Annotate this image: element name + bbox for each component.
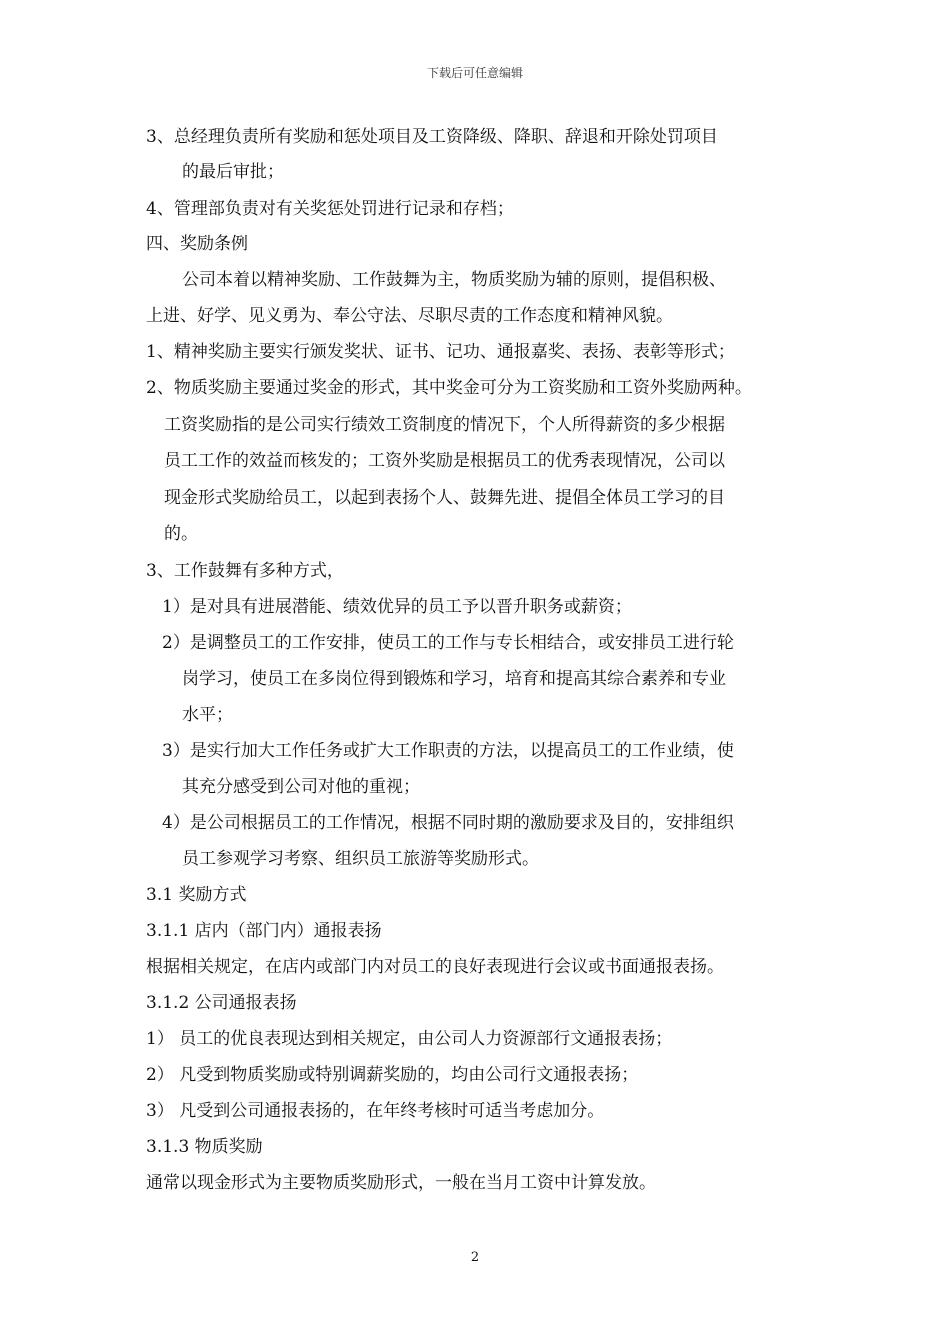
section-4-heading: 四、奖励条例 bbox=[146, 234, 248, 254]
item-1-spiritual-reward: 1、精神奖励主要实行颁发奖状、证书、记功、通报嘉奖、表扬、表彰等形式； bbox=[146, 342, 735, 362]
sub-item-3: 3）是实行加大工作任务或扩大工作职责的方法，以提高员工的工作业绩，使 bbox=[162, 741, 734, 761]
clause-3-approval-cont: 的最后审批； bbox=[182, 162, 284, 182]
sub-item-4: 4）是公司根据员工的工作情况，根据不同时期的激励要求及目的，安排组织 bbox=[162, 813, 734, 833]
item-2-material-reward-cont-1: 工资奖励指的是公司实行绩效工资制度的情况下，个人所得薪资的多少根据 bbox=[164, 415, 725, 435]
section-3-1-2-item-3: 3） 凡受到公司通报表扬的，在年终考核时可适当考虑加分。 bbox=[146, 1101, 605, 1121]
sub-item-3-cont: 其充分感受到公司对他的重视； bbox=[182, 777, 420, 797]
item-2-material-reward-cont-2: 员工工作的效益而核发的；工资外奖励是根据员工的优秀表现情况，公司以 bbox=[164, 451, 725, 471]
item-3-encouragement: 3、工作鼓舞有多种方式， bbox=[146, 561, 344, 581]
intro-paragraph-cont: 上进、好学、见义勇为、奉公守法、尽职尽责的工作态度和精神风貌。 bbox=[146, 306, 673, 326]
sub-item-2-cont-1: 岗学习，使员工在多岗位得到锻炼和学习，培育和提高其综合素养和专业 bbox=[182, 669, 726, 689]
section-3-1-1-heading: 3.1.1 店内（部门内）通报表扬 bbox=[146, 921, 382, 941]
page-header: 下载后可任意编辑 bbox=[426, 66, 523, 80]
sub-item-1: 1）是对具有进展潜能、绩效优异的员工予以晋升职务或薪资； bbox=[162, 597, 632, 617]
section-3-1-2-item-1: 1） 员工的优良表现达到相关规定，由公司人力资源部行文通报表扬； bbox=[146, 1029, 673, 1049]
section-3-1-2-item-2: 2） 凡受到物质奖励或特别调薪奖励的，均由公司行文通报表扬； bbox=[146, 1065, 639, 1085]
item-2-material-reward-cont-3: 现金形式奖励给员工，以起到表扬个人、鼓舞先进、提倡全体员工学习的目 bbox=[164, 488, 725, 508]
item-2-material-reward: 2、物质奖励主要通过奖金的形式，其中奖金可分为工资奖励和工资外奖励两种。 bbox=[146, 378, 752, 398]
item-2-material-reward-cont-4: 的。 bbox=[164, 524, 198, 544]
sub-item-2-cont-2: 水平； bbox=[182, 705, 233, 725]
clause-3-approval: 3、总经理负责所有奖励和惩处项目及工资降级、降职、辞退和开除处罚项目 bbox=[146, 127, 718, 147]
section-3-1-3-text: 通常以现金形式为主要物质奖励形式，一般在当月工资中计算发放。 bbox=[146, 1173, 656, 1193]
clause-4-records: 4、管理部负责对有关奖惩处罚进行记录和存档； bbox=[146, 199, 514, 219]
section-3-1-2-heading: 3.1.2 公司通报表扬 bbox=[146, 993, 297, 1013]
page-number: 2 bbox=[470, 1250, 480, 1265]
section-3-1-heading: 3.1 奖励方式 bbox=[146, 885, 247, 905]
section-3-1-3-heading: 3.1.3 物质奖励 bbox=[146, 1137, 263, 1157]
sub-item-4-cont: 员工参观学习考察、组织员工旅游等奖励形式。 bbox=[182, 849, 539, 869]
sub-item-2: 2）是调整员工的工作安排，使员工的工作与专长相结合，或安排员工进行轮 bbox=[162, 633, 734, 653]
intro-paragraph: 公司本着以精神奖励、工作鼓舞为主，物质奖励为辅的原则，提倡积极、 bbox=[182, 270, 726, 290]
section-3-1-1-text: 根据相关规定，在店内或部门内对员工的良好表现进行会议或书面通报表扬。 bbox=[146, 957, 724, 977]
